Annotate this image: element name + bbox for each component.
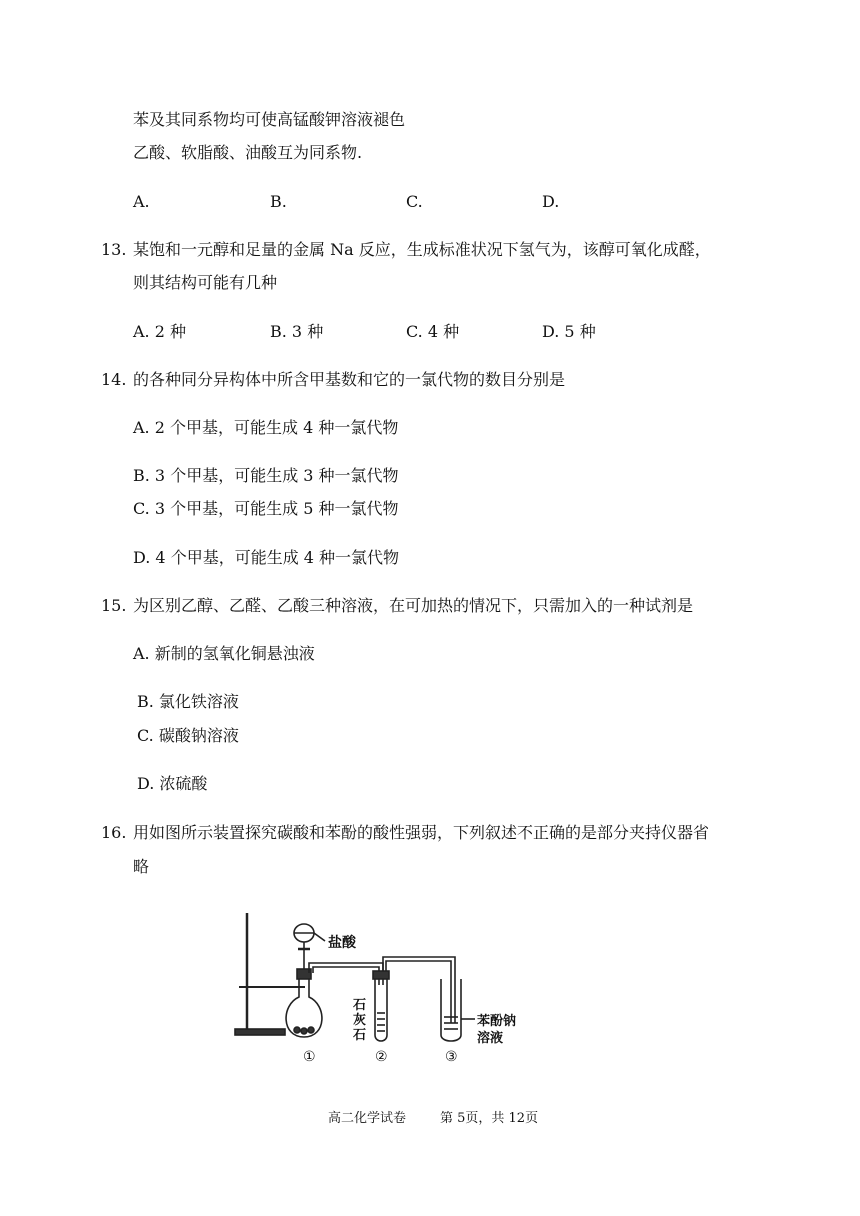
question-13-number: 13. (101, 240, 127, 259)
question-16-text-line1: 用如图所示装置探究碳酸和苯酚的酸性强弱，下列叙述不正确的是部分夹持仪器省 (133, 823, 710, 842)
marker-3: ③ (445, 1049, 458, 1065)
q14-option-c: C. 3 个甲基，可能生成 5 种一氯代物 (133, 499, 399, 518)
statement-3: 苯及其同系物均可使高锰酸钾溶液褪色 (133, 110, 406, 129)
q13-option-b: B. 3 种 (270, 322, 324, 341)
question-13-text-line2: 则其结构可能有几种 (133, 273, 278, 292)
q14-option-b: B. 3 个甲基，可能生成 3 种一氯代物 (133, 466, 399, 485)
question-16-text-line2: 略 (133, 857, 150, 876)
question-16-number: 16. (101, 823, 127, 842)
label-sodium-phenolate: 苯酚钠 (477, 1014, 517, 1029)
q15-option-d: D. 浓硫酸 (137, 774, 208, 793)
stand-base (235, 1029, 285, 1035)
prev-option-a: A. (133, 192, 150, 211)
prev-option-b: B. (270, 192, 287, 211)
label-solution: 溶液 (477, 1031, 504, 1046)
prev-option-c: C. (406, 192, 423, 211)
marker-2: ② (375, 1049, 388, 1065)
question-14-number: 14. (101, 370, 127, 389)
question-13-text-line1: 某饱和一元醇和足量的金属 Na 反应，生成标准状况下氢气为，该醇可氧化成醛， (133, 240, 711, 259)
apparatus-figure (225, 905, 555, 1065)
marker-1: ① (303, 1049, 316, 1065)
question-15-text: 为区别乙醇、乙醛、乙酸三种溶液，在可加热的情况下，只需加入的一种试剂是 (133, 596, 694, 615)
q15-option-b: B. 氯化铁溶液 (137, 692, 239, 711)
q14-option-a: A. 2 个甲基，可能生成 4 种一氯代物 (133, 418, 399, 437)
label-limestone-2: 灰 (353, 1013, 367, 1028)
question-15-number: 15. (101, 596, 127, 615)
statement-4: 乙酸、软脂酸、油酸互为同系物. (133, 143, 363, 162)
q15-option-a: A. 新制的氢氧化铜悬浊液 (133, 644, 315, 663)
label-limestone-1: 石 (353, 998, 367, 1013)
footer-course: 高二化学试卷 (328, 1111, 407, 1126)
q15-option-c: C. 碳酸钠溶液 (137, 726, 239, 745)
q13-option-a: A. 2 种 (133, 322, 186, 341)
footer-page-number: 第 5页，共 12页 (440, 1111, 539, 1126)
label-limestone-3: 石 (353, 1028, 367, 1043)
question-14-text: 的各种同分异构体中所含甲基数和它的一氯代物的数目分别是 (133, 370, 566, 389)
q14-option-d: D. 4 个甲基，可能生成 4 种一氯代物 (133, 548, 400, 567)
prev-option-d: D. (542, 192, 560, 211)
q13-option-c: C. 4 种 (406, 322, 460, 341)
label-hydrochloric-acid: 盐酸 (328, 935, 356, 951)
q13-option-d: D. 5 种 (542, 322, 596, 341)
